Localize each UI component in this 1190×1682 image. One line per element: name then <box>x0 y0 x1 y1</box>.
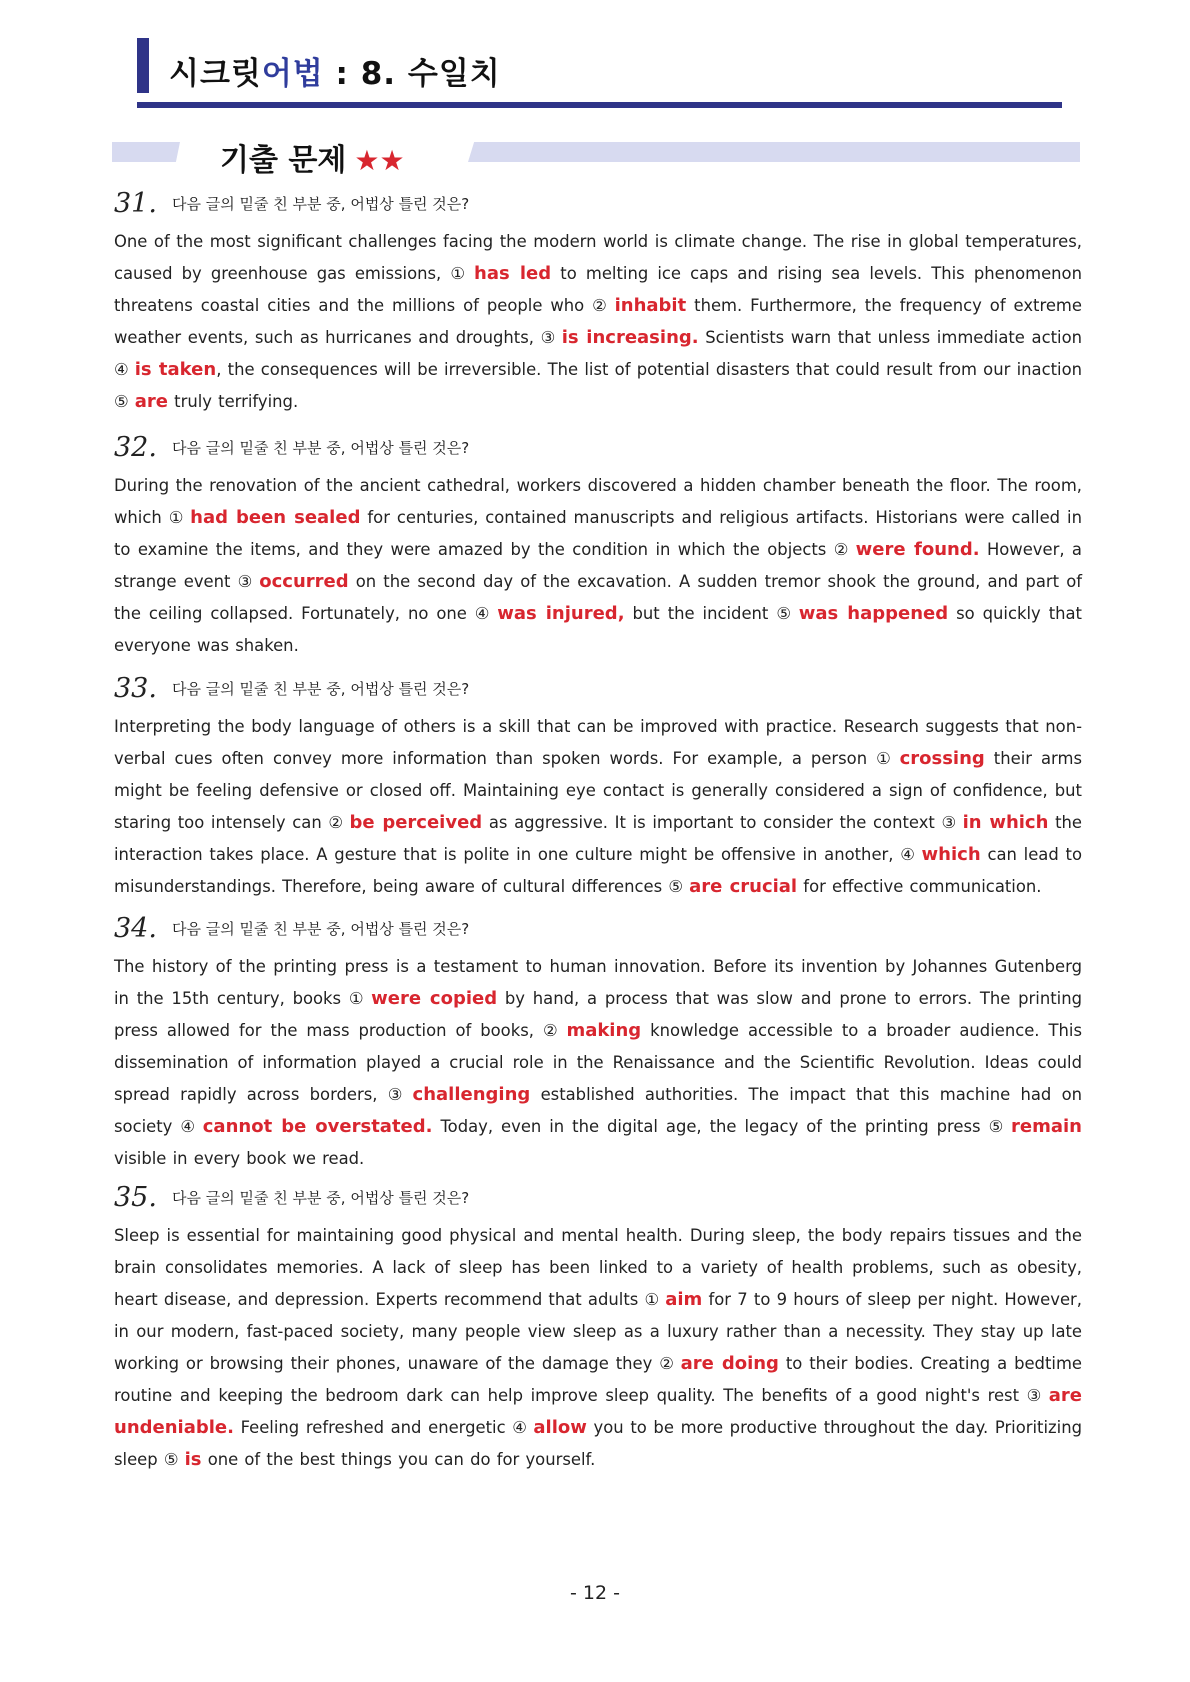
page-number: - 12 - <box>570 1582 620 1604</box>
choice-number-icon: ④ <box>180 1117 197 1136</box>
choice-number-icon: ④ <box>474 604 492 623</box>
choice-phrase: challenging <box>412 1084 531 1105</box>
answer-choice-3 <box>834 539 980 560</box>
passage-text: can lead to misunderstandings. Therefore, being aware of cultural differences <box>114 845 1082 896</box>
choice-phrase: has led <box>474 263 552 284</box>
page-header <box>137 38 1062 110</box>
choice-number-icon: ④ <box>114 360 129 379</box>
choice-number-icon: ② <box>328 813 344 832</box>
answer-choice-7 <box>475 603 625 624</box>
passage-text: one of the best things you can do for yourself. <box>201 1450 596 1469</box>
question-header <box>114 188 1082 220</box>
choice-phrase: cannot be overstated. <box>202 1116 433 1137</box>
choice-phrase: inhabit <box>614 295 687 316</box>
title-suffix: : 8. 수일치 <box>323 56 501 92</box>
choice-phrase: in which <box>962 812 1049 833</box>
passage-text: However, a strange event <box>114 540 1082 591</box>
banner-right-stripe <box>468 142 1080 162</box>
choice-number-icon: ⑤ <box>114 392 129 411</box>
choice-number-icon: ① <box>876 749 894 768</box>
answer-choice-7 <box>180 1116 432 1137</box>
choice-phrase: is <box>184 1449 202 1470</box>
answer-choice-9 <box>668 876 797 897</box>
choice-phrase: aim <box>665 1289 703 1310</box>
answer-choice-9 <box>989 1116 1082 1137</box>
question-prompt: 다음 글의 밑줄 친 부분 중, 어법상 틀린 것은? <box>172 195 470 213</box>
header-divider <box>137 102 1062 108</box>
question-header <box>114 432 1082 464</box>
question-header <box>114 1182 1082 1214</box>
passage-text: the interaction takes place. A gesture that is polite in one culture might be offensive in another, <box>114 813 1082 864</box>
choice-number-icon: ② <box>659 1354 675 1373</box>
passage-text: for centuries, contained manuscripts and religious artifacts. Historians were called in to examine the items, and they were amazed by the condition in which the objects <box>114 508 1082 559</box>
answer-choice-5 <box>388 1084 531 1105</box>
passage-text: Sleep is essential for maintaining good physical and mental health. During sleep, the body repairs tissues and the brain consolidates memories. A lack of sleep has been linked to a variety of health problems, such as obesity, heart disease, and depression. Experts recommend that adults <box>114 1226 1082 1309</box>
passage-text: but the incident <box>624 604 777 623</box>
choice-number-icon: ⑤ <box>163 1450 179 1469</box>
choice-number-icon: ① <box>348 989 366 1008</box>
banner-left-stripe <box>112 142 180 162</box>
choice-phrase: is taken <box>134 359 217 380</box>
answer-choice-9 <box>776 603 948 624</box>
title-prefix: 시크릿 <box>169 56 262 92</box>
passage-text: Scientists warn that unless immediate action <box>698 328 1082 347</box>
choice-phrase: are doing <box>680 1353 779 1374</box>
passage-text: Today, even in the digital age, the legacy of the printing press <box>432 1117 989 1136</box>
answer-choice-7 <box>114 359 216 380</box>
passage-text: you to be more productive throughout the day. Prioritizing sleep <box>114 1418 1082 1469</box>
answer-choice-1 <box>450 263 551 284</box>
passage-text: as aggressive. It is important to consider the context <box>482 813 942 832</box>
choice-phrase: making <box>566 1020 642 1041</box>
passage-text: for effective communication. <box>797 877 1042 896</box>
passage-text: on the second day of the excavation. A sudden tremor shook the ground, and part of the ceiling collapsed. Fortunately, no one <box>114 572 1082 623</box>
choice-phrase: are <box>134 391 168 412</box>
passage-text: for 7 to 9 hours of sleep per night. However, in our modern, fast-paced society, many people view sleep as a luxury rather than a necessity. They stay up late working or browsing their phones, unaware of the damage they <box>114 1290 1082 1373</box>
choice-number-icon: ③ <box>1026 1386 1043 1405</box>
answer-choice-3 <box>328 812 482 833</box>
passage-text: them. Furthermore, the frequency of extreme weather events, such as hurricanes and droughts, <box>114 296 1082 347</box>
answer-choice-3 <box>592 295 686 316</box>
choice-phrase: were copied <box>371 988 498 1009</box>
choice-number-icon: ⑤ <box>668 877 684 896</box>
question-prompt: 다음 글의 밑줄 친 부분 중, 어법상 틀린 것은? <box>172 680 470 698</box>
passage-text: Interpreting the body language of others is a skill that can be improved with practice. Research suggests that non-verbal cues often convey more information than spoken words. For example, a person <box>114 717 1082 768</box>
answer-choice-7 <box>512 1417 587 1438</box>
answer-choice-5 <box>941 812 1048 833</box>
choice-phrase: remain <box>1011 1116 1082 1137</box>
choice-phrase: allow <box>533 1417 587 1438</box>
choice-phrase: be perceived <box>349 812 483 833</box>
answer-choice-5 <box>238 571 349 592</box>
question-passage <box>114 226 1082 418</box>
question-number: 33. <box>114 673 157 704</box>
question-number: 35. <box>114 1182 157 1213</box>
question-prompt: 다음 글의 밑줄 친 부분 중, 어법상 틀린 것은? <box>172 1189 470 1207</box>
question-passage <box>114 470 1082 662</box>
question-number: 34. <box>114 913 157 944</box>
choice-phrase: occurred <box>259 571 349 592</box>
passage-text: so quickly that everyone was shaken. <box>114 604 1082 655</box>
header-accent-bar <box>137 38 149 93</box>
choice-phrase: was injured, <box>497 603 625 624</box>
choice-number-icon: ③ <box>237 572 254 591</box>
choice-number-icon: ③ <box>941 813 957 832</box>
question-header <box>114 913 1082 945</box>
choice-number-icon: ④ <box>900 845 916 864</box>
question-number: 31. <box>114 188 157 219</box>
question-passage <box>114 1220 1082 1476</box>
page-title <box>169 48 501 93</box>
section-title-text: 기출 문제 <box>220 143 347 178</box>
passage-text: by hand, a process that was slow and prone to errors. The printing press allowed for the mass production of books, <box>114 989 1083 1040</box>
question-prompt: 다음 글의 밑줄 친 부분 중, 어법상 틀린 것은? <box>172 920 470 938</box>
difficulty-stars-icon: ★★ <box>354 144 405 177</box>
choice-phrase: are undeniable. <box>114 1385 1082 1438</box>
passage-text: visible in every book we read. <box>114 1149 365 1168</box>
passage-text: knowledge accessible to a broader audience. This dissemination of information played a crucial role in the Renaissance and the Scientific Revolution. Ideas could spread rapidly across borders, <box>114 1021 1082 1104</box>
answer-choice-1 <box>645 1289 703 1310</box>
answer-choice-3 <box>543 1020 641 1041</box>
passage-text: to melting ice caps and rising sea levels. This phenomenon threatens coastal cities and the millions of people who <box>114 264 1082 315</box>
passage-text: established authorities. The impact that this machine had on society <box>114 1085 1082 1136</box>
choice-number-icon: ② <box>542 1021 561 1040</box>
choice-number-icon: ① <box>644 1290 660 1309</box>
title-accent: 어법 <box>261 56 324 92</box>
question-passage <box>114 951 1082 1175</box>
question-passage <box>114 711 1082 903</box>
choice-phrase: was happened <box>798 603 949 624</box>
answer-choice-1 <box>876 748 985 769</box>
choice-phrase: crossing <box>899 748 985 769</box>
choice-number-icon: ① <box>168 508 185 527</box>
question-31 <box>114 188 1082 418</box>
passage-text: The history of the printing press is a testament to human innovation. Before its invention by Johannes Gutenberg in the 15th century, books <box>114 957 1082 1008</box>
answer-choice-3 <box>659 1353 779 1374</box>
answer-choice-1 <box>169 507 361 528</box>
choice-phrase: are crucial <box>689 876 798 897</box>
answer-choice-9 <box>114 391 168 412</box>
choice-number-icon: ⑤ <box>988 1117 1006 1136</box>
choice-number-icon: ④ <box>512 1418 528 1437</box>
question-33 <box>114 673 1082 903</box>
choice-phrase: had been sealed <box>190 507 361 528</box>
passage-text: During the renovation of the ancient cathedral, workers discovered a hidden chamber beneath the floor. The room, which <box>114 476 1082 527</box>
answer-choice-7 <box>900 844 980 865</box>
passage-text: truly terrifying. <box>167 392 299 411</box>
passage-text: to their bodies. Creating a bedtime routine and keeping the bedroom dark can help improve sleep quality. The benefits of a good night's rest <box>114 1354 1082 1405</box>
passage-text: One of the most significant challenges facing the modern world is climate change. The rise in global temperatures, caused by greenhouse gas emissions, <box>114 232 1082 283</box>
choice-number-icon: ③ <box>540 328 556 347</box>
choice-phrase: which <box>921 844 981 865</box>
question-header <box>114 673 1082 705</box>
section-banner <box>112 135 1080 179</box>
section-title <box>220 135 405 179</box>
question-35 <box>114 1182 1082 1476</box>
choice-number-icon: ③ <box>387 1085 407 1104</box>
answer-choice-5 <box>541 327 699 348</box>
question-number: 32. <box>114 432 157 463</box>
question-32 <box>114 432 1082 662</box>
passage-text: their arms might be feeling defensive or closed off. Maintaining eye contact is generally considered a sign of confidence, but staring too intensely can <box>114 749 1082 832</box>
answer-choice-1 <box>349 988 497 1009</box>
choice-number-icon: ⑤ <box>776 604 793 623</box>
passage-text: , the consequences will be irreversible. The list of potential disasters that could result from our inaction <box>216 360 1082 379</box>
answer-choice-9 <box>164 1449 202 1470</box>
choice-number-icon: ② <box>592 296 609 315</box>
choice-number-icon: ② <box>833 540 850 559</box>
choice-phrase: is increasing. <box>561 327 699 348</box>
choice-phrase: were found. <box>855 539 980 560</box>
question-prompt: 다음 글의 밑줄 친 부분 중, 어법상 틀린 것은? <box>172 439 470 457</box>
question-34 <box>114 913 1082 1175</box>
choice-number-icon: ① <box>450 264 469 283</box>
passage-text: Feeling refreshed and energetic <box>233 1418 513 1437</box>
